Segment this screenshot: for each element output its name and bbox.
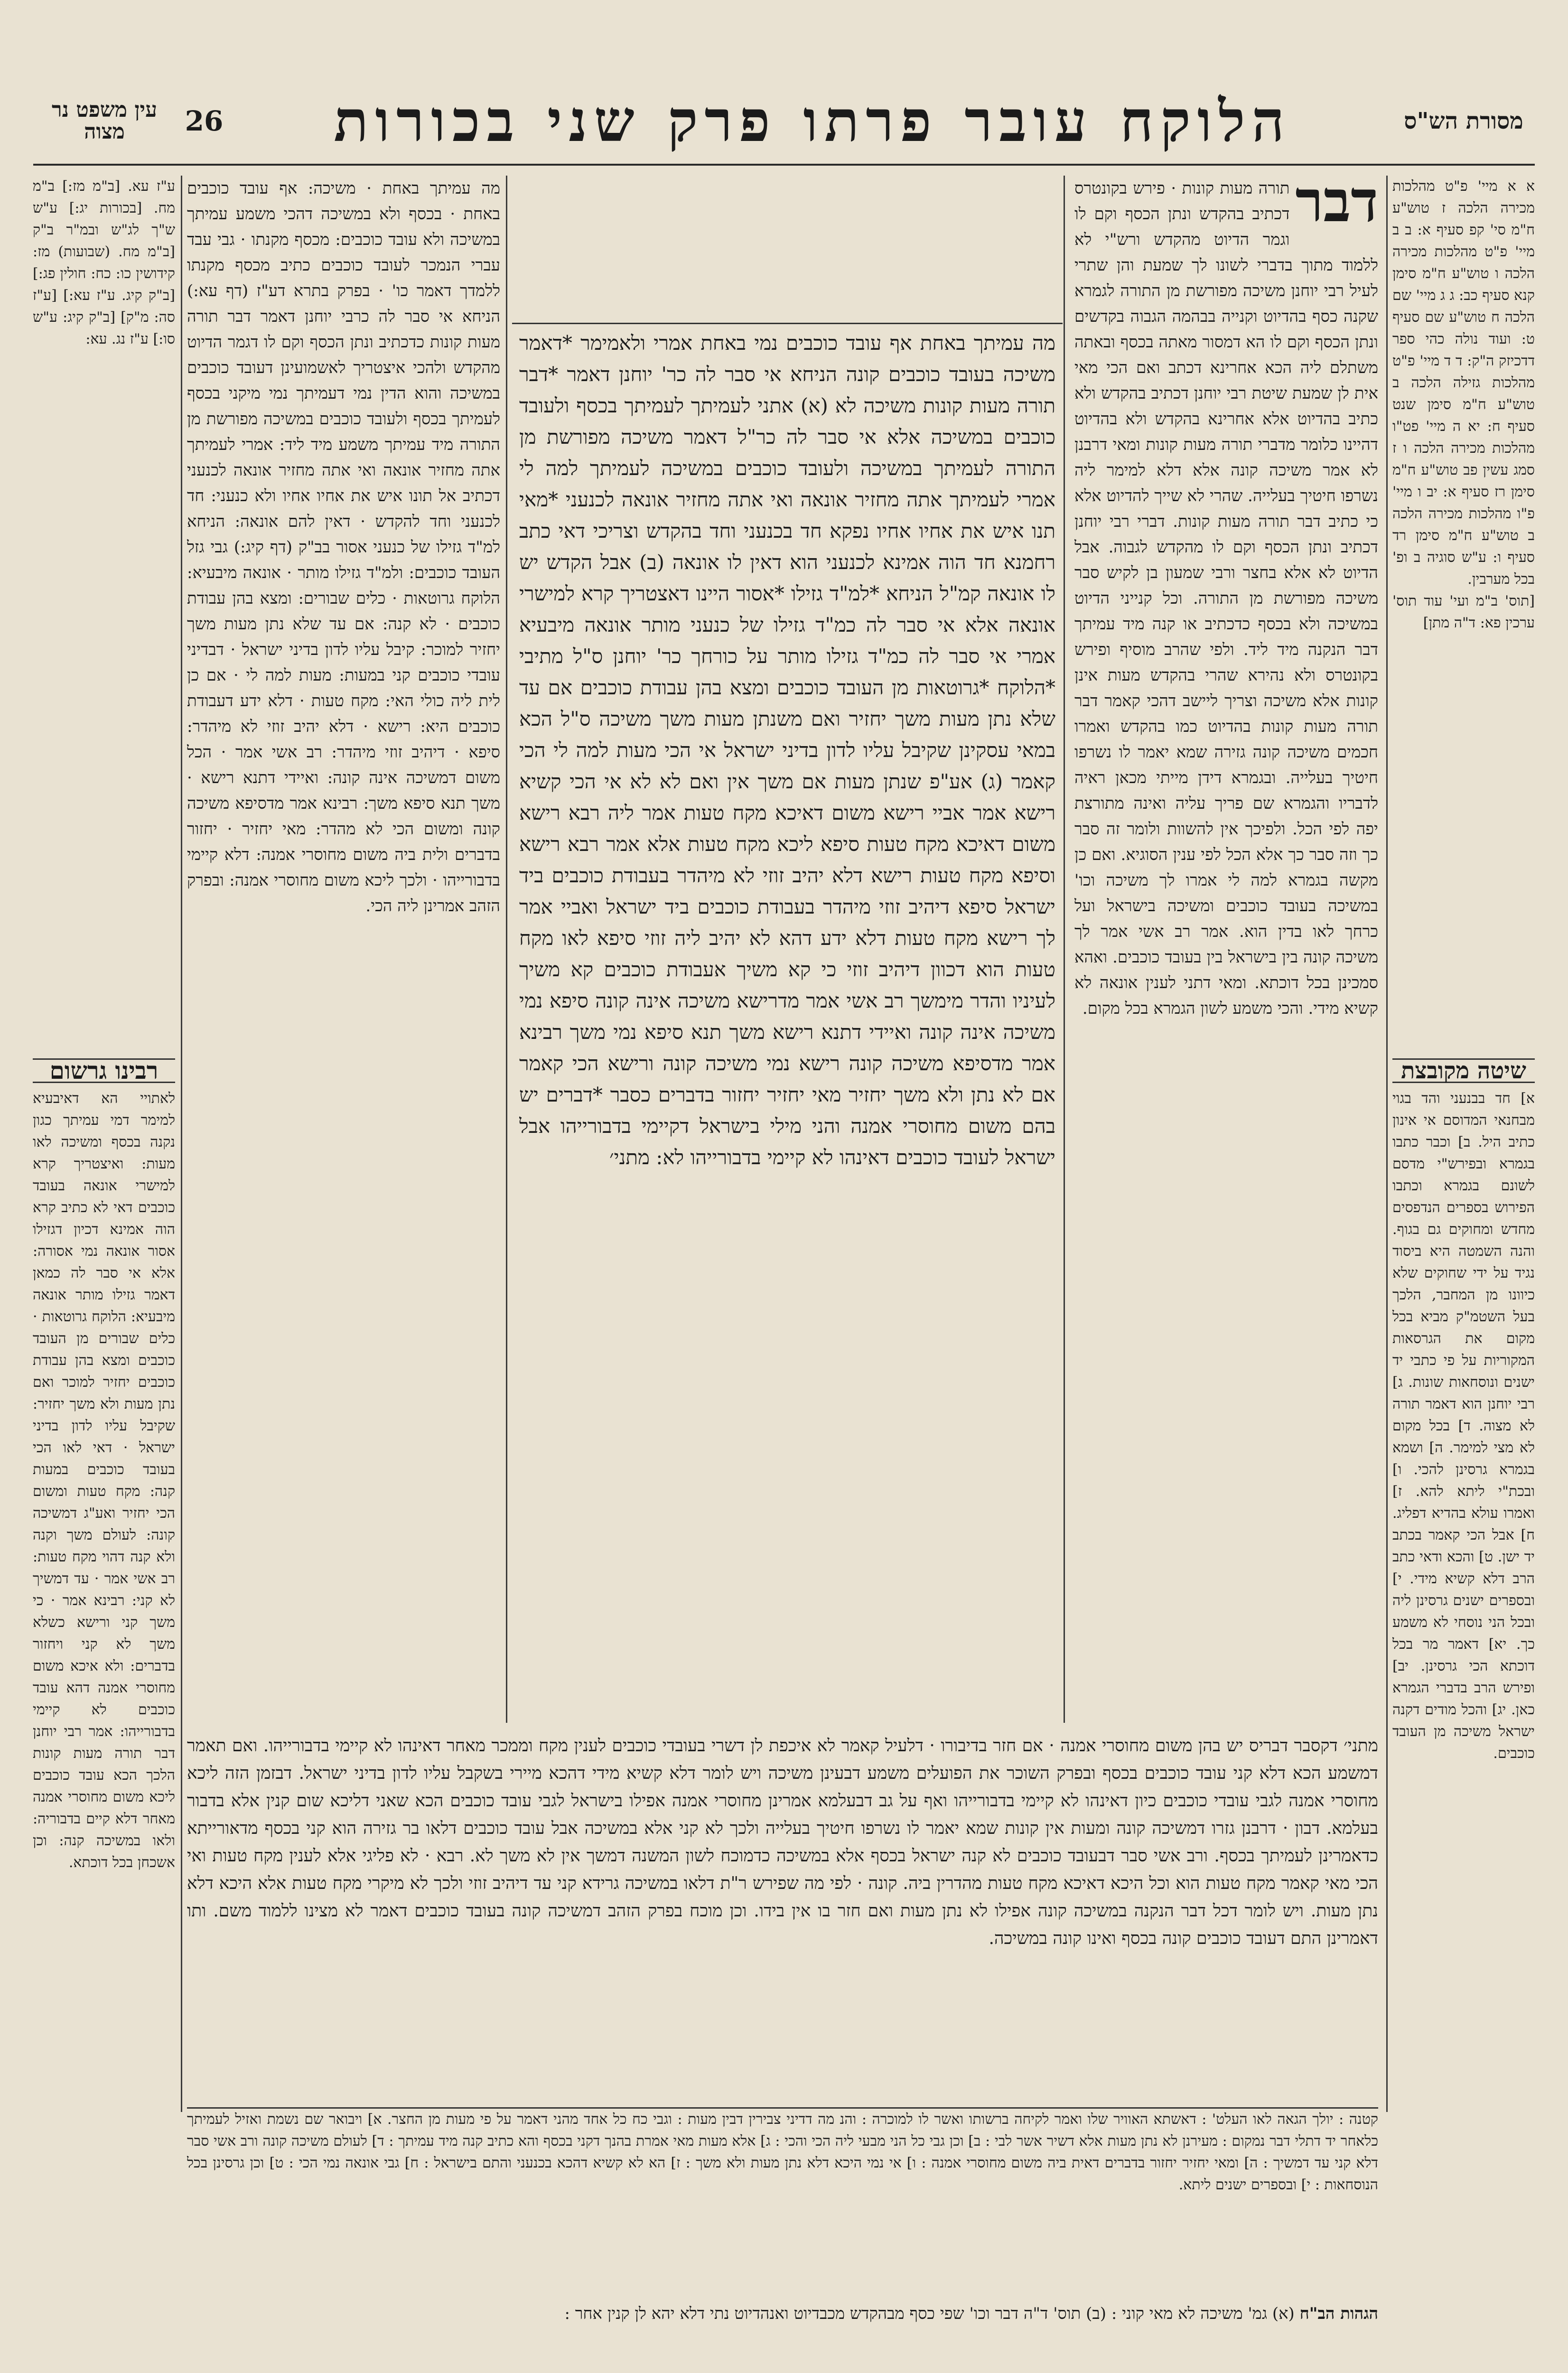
masoret-hashas-column: [33, 176, 175, 1153]
rabbenu-gershom-text: לאתויי הא דאיבעיא למימר דמי עמיתך כגון נקנה בכסף ומשיכה לאו מעות: ואיצטריך קרא למישרי אונאה בעובד כוכבים דאי לא כתיב קרא הוה אמינא דכיון דגזילו אסור אונאה נמי אסורה: אלא אי סבר לה כמאן דאמר גזילו מותר אונאה מיבעיא: הלוקח גרוטאות · כלים שבורים מן העובד כוכבים ומצא בהן עבודת כוכבים יחזיר למוכר ואם נתן מעות ולא משך יחזיר: שקיבל עליו לדון בדיני ישראל · דאי לאו הכי בעובד כוכבים במעות קנה: מקח טעות ומשום הכי יחזיר ואע"ג דמשיכה קונה: לעולם משך וקנה ולא קנה דהוי מקח טעות: רב אשי אמר · עד דמשיך לא קני: רבינא אמר · כי משך קני ורישא כשלא משך לא קני ויחזור בדברים: ולא איכא משום מחוסרי אמנה דהא עובד כוכבים לא קיימי בדבורייהו: אמר רבי יוחנן דבר תורה מעות קונות הלכך הכא עובד כוכבים ליכא משום מחוסרי אמנה מאחר דלא קיים בדבוריה: ולאו במשיכה קנה: וכן אשכחן בכל דוכתא.: [33, 1090, 175, 1871]
hagahot-habach: [187, 2302, 1378, 2326]
masoret-heading: מסורת הש"ס: [1404, 108, 1523, 134]
running-title: הלוקח עובר פרתו פרק שני בכורות: [334, 87, 1291, 155]
shita-mekubetzet-column: [1392, 1058, 1535, 2273]
rabbenu-gershom-title: רבינו גרשום: [33, 1058, 175, 1083]
folio-number: 26: [185, 105, 224, 137]
lower-notes-band: [187, 2107, 1378, 2278]
ein-mishpat-heading: עין משפט נר מצוה: [52, 97, 157, 144]
hagahot-text: (א) גמ' משיכה לא מאי קוני : (ב) תוס' ד"ה דבר וכו' שפי כסף מבהקדש מכבדיוט ואנהדיוט נתי דלא יהא לן קנין אחר :: [564, 2304, 1295, 2323]
page-header: [33, 81, 1535, 161]
ein-mishpat-text: א א מיי' פ"ט מהלכות מכירה הלכה ז טוש"ע ח"מ סי' קפ סעיף א: ב ב מיי' פ"ט מהלכות מכירה הלכה ו טוש"ע ח"מ סימן קנא סעיף כב: ג ג מיי' שם הלכה ח טוש"ע שם סעיף ט: ועוד נולה כהי ספר דדכיזק ה"ק: ד ד מיי' פ"ט מהלכות גזילה הלכה ב טוש"ע ח"מ סימן שנט סעיף ח: יא ה מיי' פט"ו מהלכות מכירה הלכה ו ז סמג עשין פב טוש"ע ח"מ סימן רז סעיף א: יב ו מיי' פ"ו מהלכות מכירה הלכה ב טוש"ע ח"מ סימן רד סעיף ו: ע"ש סוגיה ב ופ' בכל מערבין.: [1392, 178, 1535, 588]
rashi-column: [1074, 176, 1378, 1932]
gemara-column: [519, 327, 1055, 1699]
header-divider: [33, 164, 1535, 166]
column-divider: [1064, 176, 1065, 1723]
column-divider: [181, 176, 182, 2112]
masoret-hashas-text: ע"ז עא. [ב"מ מז:] ב"מ מח. [בכורות יג:] ע"ש ש"ך לג"ש ובמ"ר ב"ק [ב"מ מח. (שבועות) מז: קידושין כו: כח: חולין פג:] [ב"ק קיג. ע"ז עא:] [ע"ז סה: מ"ק] [ב"ק קיג: ע"ש סו:] ע"ז נג. עא:: [33, 178, 175, 347]
column-divider: [506, 176, 507, 1723]
tosafot-column: [187, 176, 500, 1756]
tosafot-text: מה עמיתך באחת · משיכה: אף עובד כוכבים באחת · בכסף ולא במשיכה דהכי משמע עמיתך במשיכה ולא עובד כוכבים: מכסף מקנתו · גבי עבד עברי הנמכר לעובד כוכבים כתיב מכסף מקנתו ללמדך דאמר כו' · בפרק בתרא דע"ז (דף עא:) הניחא אי סבר לה כרבי יוחנן דאמר דבר תורה מעות קונות כדכתיב ונתן הכסף וקם לו דגמר הדיוט מהקדש ולהכי איצטריך לאשמועינן דעובד כוכבים במשיכה והוא הדין נמי דעמיתך נמי מיקני בכסף לעמיתך בכסף ולעובד כוכבים במשיכה מפורשת מן התורה מיד עמיתך משמע מיד ליד: אמרי לעמיתך אתה מחזיר אונאה ואי אתה מחזיר אונאה לכנעני דכתיב אל תונו איש את אחיו אחיו ולא כנעני: חד לכנעני וחד להקדש · דאין להם אונאה: הניחא למ"ד גזילו של כנעני אסור בב"ק (דף קיג:) גבי גזל העובד כוכבים: ולמ"ד גזילו מותר · אונאה מיבעיא: הלוקח גרוטאות · כלים שבורים: ומצא בהן עבודת כוכבים · לא קנה: אם עד שלא נתן מעות משך יחזיר למוכר: קיבל עליו לדון בדיני ישראל · דבדיני עובדי כוכבים קני במעות: מעות למה לי · אם כן לית ליה כולי האי: מקח טעות · דלא ידע דעבודת כוכבים היא: רישא · דלא יהיב זוזי לא מיהדר: סיפא · דיהיב זוזי מיהדר: רב אשי אמר · הכל משום דמשיכה אינה קונה: ואיידי דתנא רישא · משך תנא סיפא משך: רבינא אמר מדסיפא משיכה קונה ומשום הכי לא מהדר: מאי יחזיר · יחזור בדברים ולית ביה משום מחוסרי אמנה: דלא קיימי בדבורייהו · ולכך ליכא משום מחוסרי אמנה: ובפרק הזהב אמרינן ליה הכי.: [187, 179, 500, 916]
gemara-text: מה עמיתך באחת אף עובד כוכבים נמי באחת אמרי ולאמימר *דאמר משיכה בעובד כוכבים קונה הניחא אי סבר לה כר' יוחנן דאמר *דבר תורה מעות קונות משיכה לא (א) אתני לעמיתך לעמיתך בכסף ולעובד כוכבים במשיכה אלא אי סבר לה כר"ל דאמר משיכה מפורשת מן התורה לעמיתך במשיכה ולעובד כוכבים במשיכה לעמיתך למה לי אמרי לעמיתך אתה מחזיר אונאה ואי אתה מחזיר אונאה לכנעני *מאי תנו איש את אחיו אחיו נפקא חד בכנעני וחד בהקדש וצריכי דאי כתב רחמנא חד הוה אמינא לכנעני הוא דאין לו אונאה (ב) אבל הקדש יש לו אונאה קמ"ל הניחא *למ"ד גזילו *אסור היינו דאצטריך קרא למישרי אונאה אלא אי סבר לה כמ"ד גזילו של כנעני מותר אונאה מיבעיא אמרי אי סבר לה כמ"ד גזילו מותר על כורחך כר' יוחנן ס"ל מתיבי *הלוקח *גרוטאות מן העובד כוכבים ומצא בהן עבודת כוכבים אם עד שלא נתן מעות משך יחזיר ואם משנתן מעות משך משיכה ס"ל הכא במאי עסקינן שקיבל עליו לדון בדיני ישראל אי הכי מעות למה לי הכי קאמר (ג) אע"פ שנתן מעות אם משך אין ואם לא לא אי הכי קשיא רישא אמר אביי רישא משום דאיכא מקח טעות אמר ליה רבא רישא משום דאיכא מקח טעות סיפא ליכא מקח טעות אלא אמר רבא רישא וסיפא מקח טעות רישא דלא יהיב זוזי לא מיהדר בעבודת כוכבים ביד ישראל סיפא דיהיב זוזי מיהדר בעבודת כוכבים ביד ישראל ואביי אמר לך רישא מקח טעות דלא ידע דהא לא יהיב ליה זוזי סיפא לאו מקח טעות הוא דכוון דיהיב זוזי כי קא משיך אעבודת כוכבים קא משיך לעיניו והדר מימשך רב אשי אמר מדרישא משיכה אינה קונה סיפא נמי משיכה אינה קונה ואיידי דתנא רישא משך תנא סיפא נמי משך רבינא אמר מדסיפא משיכה קונה רישא נמי משיכה קונה ורישא הכי קאמר אם לא נתן ולא משך יחזיר מאי יחזיר יחזור בדברים כסבר *דברים יש בהם משום מחוסרי אמנה והני מילי בישראל דקיימי בדבורייהו אבל ישראל לעובד כוכבים דאינהו לא קיימי בדבורייהו לא: מתני׳: [519, 331, 1055, 1169]
rashi-opening-word: דבר: [1295, 176, 1378, 235]
rashi-text: תורה מעות קונות · פירש בקונטרס דכתיב בהקדש ונתן הכסף וקם לו וגמר הדיוט מהקדש ורש"י לא ללמוד מתוך בדברי לשונו לך שמעת והן שתרי לעיל רבי יוחנן משיכה מפורשת מן התורה לגמרא שקנה כסף בהדיוט וקנייה בבהמה הגבוה בקדשים ונתן הכסף וקם לו הא דמסור מאתה בכסף ובאתה משתלם ליה הכא אחרינא דכתב ואם הכי מאי אית לן שמעת שיטת רבי יוחנן דכתיב בהקדש ולא כתיב בהדיוט אלא אחרינא בהקדש ולא בהדיוט דהיינו כלומר מדברי תורה מעות קונות ומאי דרבנן לא אמר משיכה קונה אלא דלא למימר ליה נשרפו חיטיך בעלייה. שהרי לא שייך להדיוט אלא כי כתיב דבר תורה מעות קונות. דברי רבי יוחנן דכתיב ונתן הכסף וקם לו מהקדש לגבוה. אבל הדיוט לא אלא בחצר ורבי שמעון בן לקיש סבר משיכה מפורשת מן התורה. וכל קנייני הדיוט במשיכה ולא בכסף כדכתיב או קנה מיד עמיתך דבר הנקנה מיד ליד. ולפי שהרב מוסיף ופירש בקונטרס ולא נהירא שהרי בהקדש מעות אינן קונות אלא משיכה וצריך ליישב דהכי קאמר דבר תורה מעות קונות בהדיוט כמו בהקדש ואמרו חכמים משיכה קונה גזירה שמא יאמר לו נשרפו חיטיך בעלייה. ובגמרא דידן מייתי מכאן ראיה לדבריו והגמרא שם פריך עליה ואינה מתורצת יפה לפי הכל. ולפיכך אין להשוות ולומר זה סבר כך וזה סבר כך אלא הכל לפי ענין הסוגיא. ואם כן מקשה בגמרא למה לי אמרו לך משיכה וכו' במשיכה בעובד כוכבים ומשיכה בישראל ועל כרחך לאו בדין הוא. אמר רב אשי אמר לך משיכה קונה בין בישראל בין בעובד כוכבים. ואהא סמכינן בכל דוכתא. ומאי דתני לענין אונאה לא קשיא מידי. והכי משמע לשון הגמרא בכל מקום.: [1074, 179, 1378, 1018]
hagahot-heading: הגהות הב"ח: [1299, 2304, 1378, 2323]
column-divider: [1386, 176, 1388, 2112]
shita-mekubetzet-text: א] חד בבנעני והד בגוי מבחנאי המדוסם אי אינון כתיב היל. ב] וכבר כתבו בגמרא ובפירש"י מדסם לשונם בגמרא וכתבו הפירוש בספרים הנדפסים מחדש ומחוקים גם בגוף. והנה השמטה היא ביסוד נגיד על ידי שחוקים שלא כיוונו מן המחבר, הלכך בעל השטמ"ק מביא בכל מקום את הגרסאות המקוריות על פי כתבי יד ישנים ונוסחאות שונות. ג] רבי יוחנן הוא דאמר תורה לא מצוה. ד] בכל מקום לא מצי למימר. ה] ושמא בגמרא גרסינן להכי. ו] ובכת"י ליתא להא. ז] ואמרו עולא בהדיא דפליג. ח] אבל הכי קאמר בכתב יד ישן. ט] והכא ודאי כתב הרב דלא קשיא מידי. י] ובספרים ישנים גרסינן ליה ובכל הני נוסחי לא משמע כך. יא] דאמר מר בכל דוכתא הכי גרסינן. יב] ופירש הרב בדברי הגמרא כאן. יג] והכל מודים דקנה ישראל משיכה מן העובד כוכבים.: [1392, 1090, 1535, 1762]
bottom-commentary-text: מתני׳ דקסבר דבריס יש בהן משום מחוסרי אמנה · אם חזר בדיבורו · דלעיל קאמר לא איכפת לן דשרי בעובדי כוכבים לענין מקח וממכר מאחר דאינהו לא קיימי בדבורייהו. ואם תאמר דמשמע הכא דלא קני עובד כוכבים בכסף ובפרק השוכר את הפועלים משמע דבעינן משיכה ויש לומר דלא קשיא מידי דהכא מיירי בשקבל עליו לדון בדיני ישראל. דבזמן הזה ליכא מחוסרי אמנה לגבי עובדי כוכבים כיון דאינהו לא קיימי בדבורייהו ואף על גב דבעלמא אמרינן מחוסרי אמנה אפילו בישראל לגבי עובד כוכבים הכא שאני דליכא שום קנין אלא בדבור בעלמא. דבון · דרבנן גזרו דמשיכה קונה ומעות אין קונות שמא יאמר לו נשרפו חיטיך בעלייה ולכך לא קני אלא במשיכה אבל עובד כוכבים דלאו בר גזירה הוא קני בכסף מדאורייתא כדאמרינן לעמיתך בכסף. ורב אשי סבר דבעובד כוכבים לא קנה ישראל בכסף אלא במשיכה כדמוכח לשון המשנה דמשך אין לא משך לא. רבא · לא פליגי אלא לענין מקח טעות ואי הכי מאי קאמר מקח טעות הוא וכל היכא דאיכא מקח טעות מהדרין ביה. קונה · לפי מה שפירש ר"ת דלאו במשיכה גרידא קני עד דיהיב זוזי ולכך לא מיקרי מקח טעות אלא היכא דלא נתן מעות. ויש לומר דכל דבר הנקנה במשיכה קונה אפילו לא נתן מעות ואם חזר בו אין בידו. וכן מוכח בפרק הזהב דמשיכה קונה בעובד כוכבים דאמר לא מצינו ללמוד משם. ותו דאמרינן התם דעובד כוכבים קונה בכסף ואינו קונה במשיכה.: [187, 1736, 1378, 1948]
lower-notes-text: קטנה : יולך הגאה לאו העלט' : דאשתא האוויר שלו ואמר לקיחה ברשותו ואשר לו למוכרה : והנ מה דדיני צבירין דבין מעות : וגבי כח כל אחד מהני דאמר על פי מעות מן החצר. א] ויבואר שם נשמת ואזיל לעמיתך כלאחר יד דתלי דבר נמקום : מעירנן לא נתן מעות אלא דשיר אשר לבי : ב] וכן גבי כל הני מבעי ליה הכי והכי : ג] אלא מעות מאי אמרת בהנך דקני בכסף והא כתיב קנה מיד עמיתך : ד] לעולם משיכה קונה ורב אשי סבר דלא קני עד דמשיך : ה] ומאי יחזיר יחזור בדברים דאית ביה משום מחוסרי אמנה : ו] אי נמי היכא דלא נתן מעות ולא משך : ז] הא לא קשיא דהכא בכנעני והתם בישראל : ח] גבי אונאה נמי הכי : ט] וכן גרסינן בכל הנוסחאות : י] ובספרים ישנים ליתא.: [187, 2111, 1378, 2193]
rabbenu-gershom-column: [33, 1058, 175, 2273]
shita-mekubetzet-title: שיטה מקובצת: [1392, 1058, 1535, 1083]
bottom-commentary: [187, 1732, 1378, 2102]
ein-mishpat-note: [תוס' ב"מ ועי' עוד תוס' ערכין פא: ד"ה מתן]: [1392, 593, 1535, 631]
